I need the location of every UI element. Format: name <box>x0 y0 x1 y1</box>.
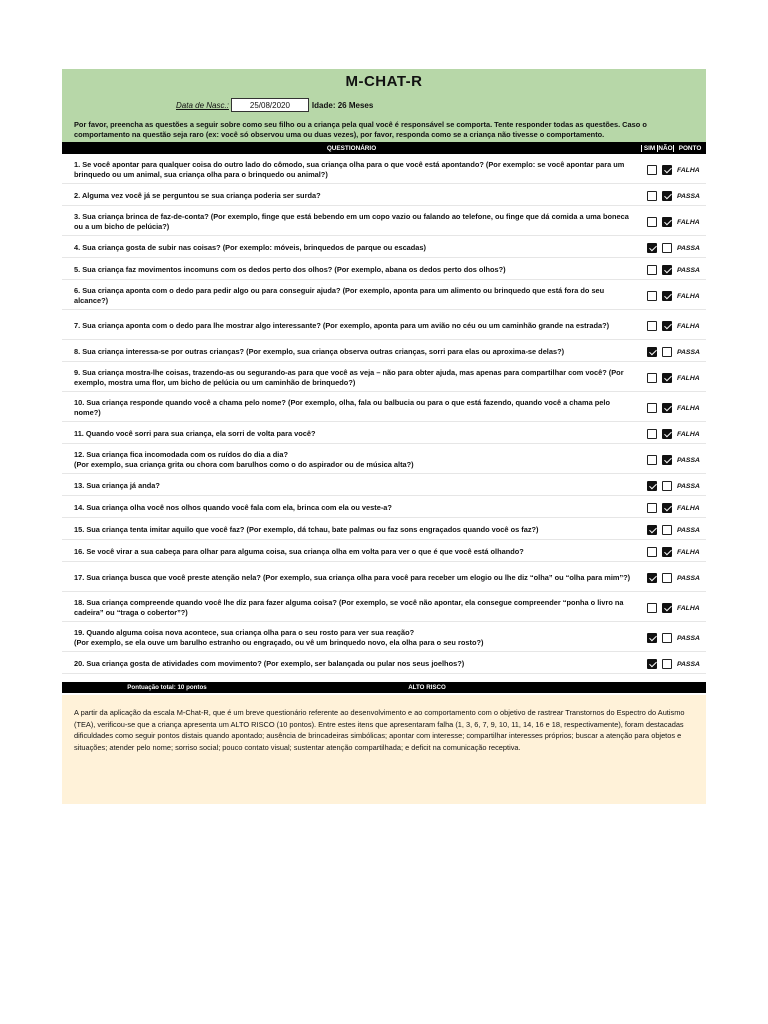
result-summary: A partir da aplicação da escala M-Chat-R, que é um breve questionário referente ao desenvolvimento e ao comportamento com o objetivo de rastrear Transtornos do Espectro do Autismo (TEA), verificou-se que a criança apresenta um ALTO RISCO (10 pontos). Entre estes itens que apresentaram falha (1, 3, 6, 7, 9, 10, 11, 14, 16 e 18, respectivamente), foram destacadas dificuldades como seguir pontos distais quando apontado; ausência de brincadeiras simbólicas; apontar com interesse; compartilhar interesses próprios; buscar a atenção para objetos e situações; atender pelo nome; sorriso social; pouco contato visual; sustentar atenção compartilhada; e deficit na comunicação receptiva. <box>62 695 706 804</box>
question-row <box>62 343 706 362</box>
question-text: 17. Sua criança busca que você preste atenção nela? (Por exemplo, sua criança olha para você para receber um elogio ou lhe diz “olha” ou “olha para mim”?) <box>74 572 631 582</box>
yes-checkbox[interactable] <box>647 347 657 357</box>
score-bar <box>62 682 706 693</box>
result-label: PASSA <box>677 660 700 668</box>
column-no: NÃO <box>658 144 673 152</box>
question-text: 4. Sua criança gosta de subir nas coisas? (Por exemplo: móveis, brinquedos de parque ou escadas) <box>74 242 426 252</box>
no-checkbox[interactable] <box>662 165 672 175</box>
question-row <box>62 395 706 422</box>
yes-checkbox[interactable] <box>647 659 657 669</box>
question-row <box>62 261 706 280</box>
question-text: 14. Sua criança olha você nos olhos quando você fala com ela, brinca com ela ou veste-a? <box>74 502 392 512</box>
yes-checkbox[interactable] <box>647 217 657 227</box>
result-label: PASSA <box>677 348 700 356</box>
no-checkbox[interactable] <box>662 321 672 331</box>
question-list <box>62 157 706 674</box>
result-label: PASSA <box>677 482 700 490</box>
birth-date-row <box>176 97 373 113</box>
no-checkbox[interactable] <box>662 291 672 301</box>
result-label: PASSA <box>677 192 700 200</box>
yes-checkbox[interactable] <box>647 603 657 613</box>
question-text: 9. Sua criança mostra-lhe coisas, trazendo-as ou segurando-as para que você as veja – não para obter ajuda, mas apenas para compartilhar com você? (Por exemplo, mostra uma flor, um bicho de pelúcia ou um caminhão de brinquedo?) <box>74 367 624 387</box>
mchat-form <box>62 69 706 804</box>
question-text: 16. Se você virar a sua cabeça para olhar para alguma coisa, sua criança olha em volta para ver o que é que você está olhando? <box>74 546 524 556</box>
form-title: M-CHAT-R <box>345 73 423 90</box>
question-row <box>62 565 706 592</box>
result-label: FALHA <box>677 166 700 174</box>
column-header <box>62 142 706 154</box>
question-text: 6. Sua criança aponta com o dedo para pedir algo ou para conseguir ajuda? (Por exemplo, aponta para um alimento ou brinquedo que está fora do seu alcance?) <box>74 285 605 305</box>
column-yes: SIM <box>641 145 657 152</box>
question-row <box>62 313 706 340</box>
question-row <box>62 477 706 496</box>
question-text: 10. Sua criança responde quando você a chama pelo nome? (Por exemplo, olha, fala ou balbucia ou para o que está fazendo, quando você a chama pelo nome?) <box>74 397 610 417</box>
question-text: 13. Sua criança já anda? <box>74 480 160 490</box>
yes-checkbox[interactable] <box>647 573 657 583</box>
result-label: FALHA <box>677 504 700 512</box>
question-row <box>62 239 706 258</box>
result-label: PASSA <box>677 266 700 274</box>
yes-checkbox[interactable] <box>647 525 657 535</box>
yes-checkbox[interactable] <box>647 481 657 491</box>
no-checkbox[interactable] <box>662 373 672 383</box>
yes-checkbox[interactable] <box>647 243 657 253</box>
question-row <box>62 283 706 310</box>
question-text: 7. Sua criança aponta com o dedo para lhe mostrar algo interessante? (Por exemplo, aponta para um avião no céu ou um caminhão grande na estrada?) <box>74 320 610 330</box>
yes-checkbox[interactable] <box>647 429 657 439</box>
question-text: 8. Sua criança interessa-se por outras crianças? (Por exemplo, sua criança observa outras crianças, sorri para elas ou aproxima-se delas?) <box>74 346 565 356</box>
no-checkbox[interactable] <box>662 243 672 253</box>
no-checkbox[interactable] <box>662 603 672 613</box>
result-label: PASSA <box>677 526 700 534</box>
question-text: 3. Sua criança brinca de faz-de-conta? (Por exemplo, finge que está bebendo em um copo vazio ou falando ao telefone, ou finge que dá comida a uma boneca ou a um bicho de pelúcia?) <box>74 211 629 231</box>
question-text: 5. Sua criança faz movimentos incomuns com os dedos perto dos olhos? (Por exemplo, abana os dedos perto dos olhos?) <box>74 264 506 274</box>
birth-date-field[interactable]: 25/08/2020 <box>231 98 309 112</box>
yes-checkbox[interactable] <box>647 291 657 301</box>
result-label: FALHA <box>677 604 700 612</box>
result-label: FALHA <box>677 548 700 556</box>
question-row <box>62 625 706 652</box>
question-text: 11. Quando você sorri para sua criança, ela sorri de volta para você? <box>74 428 316 438</box>
no-checkbox[interactable] <box>662 659 672 669</box>
question-row <box>62 447 706 474</box>
no-checkbox[interactable] <box>662 403 672 413</box>
yes-checkbox[interactable] <box>647 403 657 413</box>
no-checkbox[interactable] <box>662 347 672 357</box>
result-label: FALHA <box>677 218 700 226</box>
no-checkbox[interactable] <box>662 525 672 535</box>
question-row <box>62 499 706 518</box>
result-label: FALHA <box>677 374 700 382</box>
no-checkbox[interactable] <box>662 481 672 491</box>
result-label: PASSA <box>677 456 700 464</box>
question-row <box>62 521 706 540</box>
question-text: 15. Sua criança tenta imitar aquilo que você faz? (Por exemplo, dá tchau, bate palmas ou faz sons engraçados quando você os faz?) <box>74 524 539 534</box>
question-text: 19. Quando alguma coisa nova acontece, sua criança olha para o seu rosto para ver sua reação? (Por exemplo, se ela ouve um barulho estranho ou engraçado, ou vê um brinquedo novo, ela olha para o seu rosto?) <box>74 627 484 647</box>
result-label: PASSA <box>677 244 700 252</box>
no-checkbox[interactable] <box>662 455 672 465</box>
age-value: Idade: 26 Meses <box>311 100 374 110</box>
yes-checkbox[interactable] <box>647 265 657 275</box>
yes-checkbox[interactable] <box>647 321 657 331</box>
column-question: QUESTIONÁRIO <box>326 144 377 152</box>
question-text: 18. Sua criança compreende quando você lhe diz para fazer alguma coisa? (Por exemplo, se você não apontar, ela consegue compreender “ponha o livro na cadeira” ou “traga o cobertor”?) <box>74 597 624 617</box>
yes-checkbox[interactable] <box>647 165 657 175</box>
risk-level: ALTO RISCO <box>408 684 446 691</box>
question-row <box>62 187 706 206</box>
result-label: PASSA <box>677 634 700 642</box>
no-checkbox[interactable] <box>662 265 672 275</box>
question-row <box>62 209 706 236</box>
no-checkbox[interactable] <box>662 573 672 583</box>
yes-checkbox[interactable] <box>647 455 657 465</box>
yes-checkbox[interactable] <box>647 373 657 383</box>
column-point: PONTO <box>673 145 706 152</box>
question-text: 20. Sua criança gosta de atividades com movimento? (Por exemplo, ser balançada ou pular nos seus joelhos?) <box>74 658 465 668</box>
yes-checkbox[interactable] <box>647 547 657 557</box>
result-label: FALHA <box>677 322 700 330</box>
question-text: 12. Sua criança fica incomodada com os ruídos do dia a dia? (Por exemplo, sua criança grita ou chora com barulhos como o do aspirador ou de música alta?) <box>74 449 414 469</box>
question-text: 2. Alguma vez você já se perguntou se sua criança poderia ser surda? <box>74 190 321 200</box>
no-checkbox[interactable] <box>662 217 672 227</box>
result-label: FALHA <box>677 430 700 438</box>
no-checkbox[interactable] <box>662 503 672 513</box>
no-checkbox[interactable] <box>662 633 672 643</box>
question-row <box>62 595 706 622</box>
yes-checkbox[interactable] <box>647 633 657 643</box>
no-checkbox[interactable] <box>662 547 672 557</box>
yes-checkbox[interactable] <box>647 503 657 513</box>
no-checkbox[interactable] <box>662 191 672 201</box>
question-row <box>62 365 706 392</box>
question-row <box>62 157 706 184</box>
question-text: 1. Se você apontar para qualquer coisa do outro lado do cômodo, sua criança olha para o que você está apontando? (Por exemplo: se você apontar para um brinquedo ou um animal, sua criança olha para o brinquedo ou animal?) <box>74 159 625 179</box>
no-checkbox[interactable] <box>662 429 672 439</box>
yes-checkbox[interactable] <box>647 191 657 201</box>
total-score: Pontuação total: 10 pontos <box>127 684 207 691</box>
birth-date-label: Data de Nasc.: <box>176 100 229 110</box>
question-row <box>62 543 706 562</box>
question-row <box>62 655 706 674</box>
form-header <box>62 69 706 142</box>
instructions: Por favor, preencha as questões a seguir sobre como seu filho ou a criança pela qual você é responsável se comporta. Tente responder todas as questões. Caso o comportamento na questão seja raro (ex: você só observou uma ou duas vezes), por favor, responda como se a criança não tivesse o comportamento. <box>74 120 647 139</box>
question-row <box>62 425 706 444</box>
result-label: FALHA <box>677 404 700 412</box>
result-label: FALHA <box>677 292 700 300</box>
result-label: PASSA <box>677 574 700 582</box>
